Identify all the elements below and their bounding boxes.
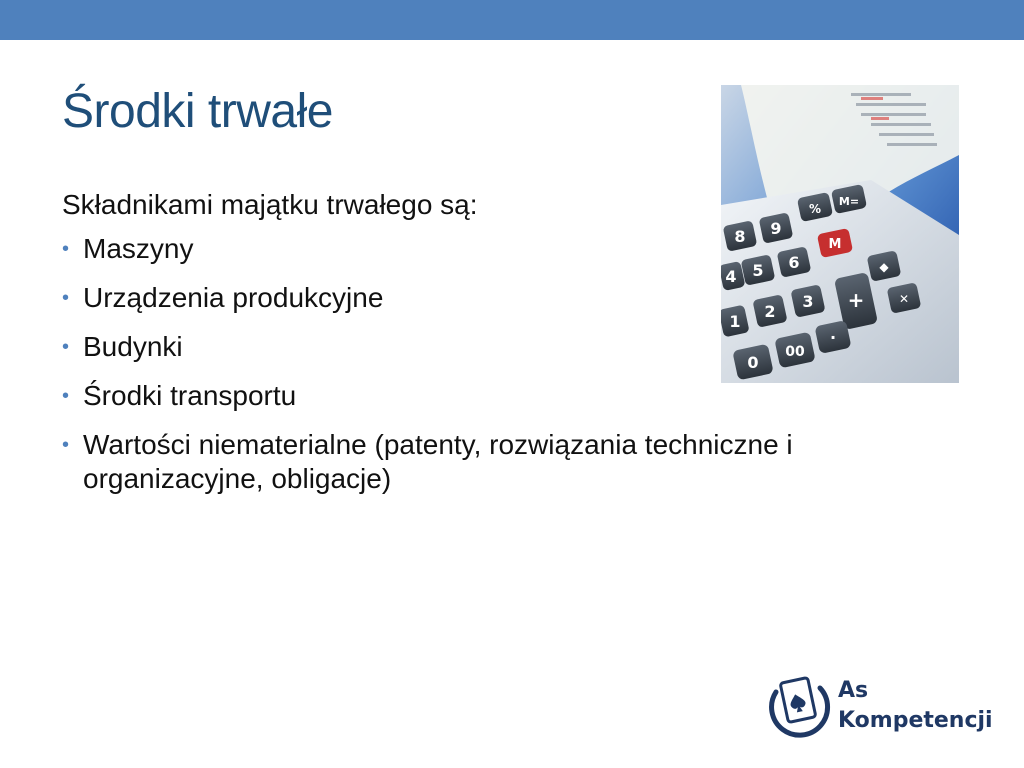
list-item-text: Budynki bbox=[83, 331, 183, 362]
calc-key-3: 3 bbox=[802, 292, 814, 311]
top-accent-bar bbox=[0, 0, 1024, 40]
calc-key-2: 2 bbox=[764, 302, 776, 321]
calc-key-mequal: M= bbox=[838, 195, 860, 208]
list-item-text: Maszyny bbox=[83, 233, 194, 264]
calc-key-m: M bbox=[828, 237, 842, 252]
calc-key-percent: % bbox=[808, 202, 822, 216]
logo-line1: As bbox=[838, 678, 869, 703]
calculator-image bbox=[721, 85, 959, 383]
bullet-icon: • bbox=[62, 385, 70, 407]
list-item bbox=[62, 428, 962, 496]
slide-title: Środki trwałe bbox=[62, 85, 333, 138]
calculator-photo bbox=[721, 85, 959, 383]
calc-key-plus: + bbox=[847, 288, 865, 312]
logo-line2: Kompetencji bbox=[838, 708, 993, 733]
calc-key-0: 0 bbox=[747, 353, 759, 372]
bullet-icon: • bbox=[62, 434, 70, 456]
calc-key-4: 4 bbox=[725, 267, 737, 286]
list-item-text: Środki transportu bbox=[83, 380, 297, 411]
ace-card-icon bbox=[768, 674, 832, 742]
logo-text bbox=[838, 676, 993, 736]
list-item-text: Urządzenia produkcyjne bbox=[83, 282, 384, 313]
calc-key-9: 9 bbox=[770, 219, 782, 238]
as-kompetencji-logo bbox=[768, 674, 998, 746]
calc-key-00: 00 bbox=[785, 344, 805, 360]
calc-key-8: 8 bbox=[734, 227, 746, 246]
intro-text: Składnikami majątku trwałego są: bbox=[62, 189, 478, 220]
calc-key-6: 6 bbox=[788, 253, 800, 272]
bullet-icon: • bbox=[62, 287, 70, 309]
calc-key-diamond: ◆ bbox=[879, 260, 889, 274]
calc-key-dot: · bbox=[829, 328, 837, 347]
bullet-icon: • bbox=[62, 336, 70, 358]
list-item-text: Wartości niematerialne (patenty, rozwiązania techniczne i organizacyjne, obligacje) bbox=[83, 429, 793, 494]
list-item bbox=[62, 379, 962, 413]
calc-key-times: ✕ bbox=[898, 292, 910, 306]
calc-key-5: 5 bbox=[752, 261, 764, 280]
bullet-icon: • bbox=[62, 238, 70, 260]
calc-key-1: 1 bbox=[729, 312, 741, 331]
